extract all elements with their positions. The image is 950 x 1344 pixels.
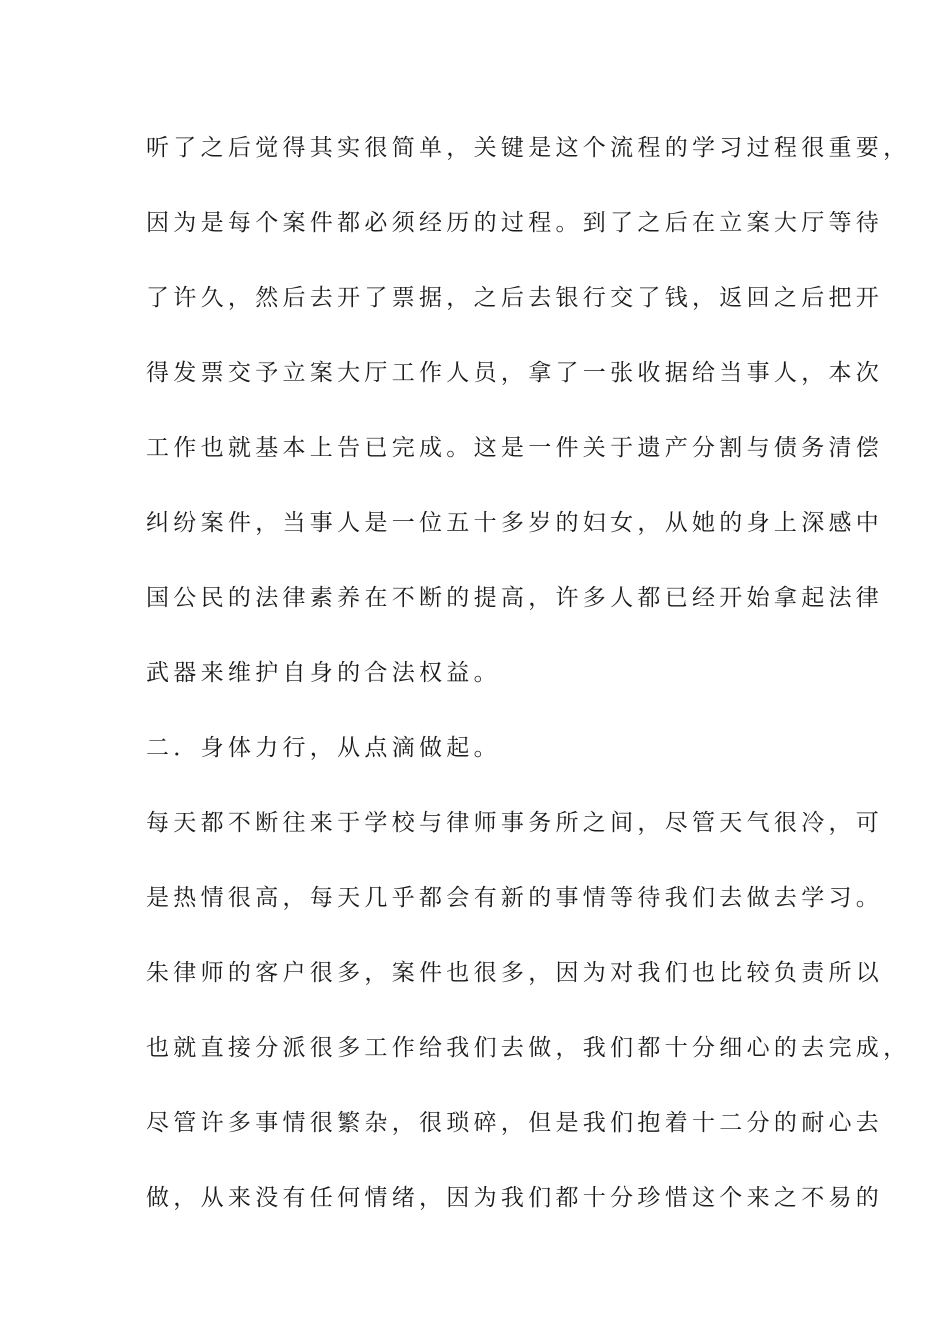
paragraph-line: 是热情很高，每天几乎都会有新的事情等待我们去做去学习。 (146, 885, 884, 911)
paragraph-line: 也就直接分派很多工作给我们去做，我们都十分细心的去完成， (146, 1035, 911, 1061)
paragraph-line: 每天都不断往来于学校与律师事务所之间，尽管天气很冷，可 (146, 810, 884, 836)
section-heading: 二．身体力行，从点滴做起。 (146, 735, 501, 761)
paragraph-line: 因为是每个案件都必须经历的过程。到了之后在立案大厅等待 (146, 210, 884, 236)
paragraph-line: 朱律师的客户很多，案件也很多，因为对我们也比较负责所以 (146, 960, 884, 986)
paragraph-line: 了许久，然后去开了票据，之后去银行交了钱，返回之后把开 (146, 285, 884, 311)
paragraph-line: 尽管许多事情很繁杂，很琐碎，但是我们抱着十二分的耐心去 (146, 1110, 884, 1136)
paragraph-line: 得发票交予立案大厅工作人员，拿了一张收据给当事人，本次 (146, 360, 884, 386)
paragraph-line: 听了之后觉得其实很简单，关键是这个流程的学习过程很重要， (146, 135, 911, 161)
paragraph-line: 工作也就基本上告已完成。这是一件关于遗产分割与债务清偿 (146, 435, 884, 461)
paragraph-line: 纠纷案件，当事人是一位五十多岁的妇女，从她的身上深感中 (146, 510, 884, 536)
paragraph-line: 国公民的法律素养在不断的提高，许多人都已经开始拿起法律 (146, 585, 884, 611)
paragraph-line: 做，从来没有任何情绪，因为我们都十分珍惜这个来之不易的 (146, 1185, 884, 1211)
paragraph-line: 武器来维护自身的合法权益。 (146, 660, 501, 686)
